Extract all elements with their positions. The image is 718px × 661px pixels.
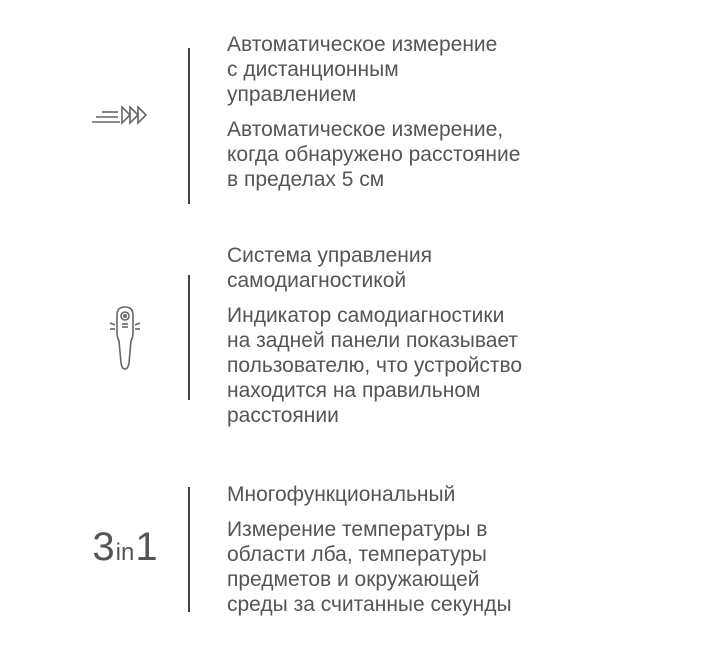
divider [188,275,190,400]
title-line: Многофункциональный [227,483,456,506]
desc-line: на задней панели показывает [227,329,519,352]
title-line: самодиагностикой [227,269,407,292]
feature-self-diagnostics [0,243,718,433]
desc-line: пользователю, что устройство [227,354,523,377]
desc-line: расстоянии [227,404,339,427]
desc-line: в пределах 5 см [227,168,385,191]
divider [188,48,190,204]
feature-text [227,482,697,617]
title-line: с дистанционным [227,58,399,81]
feature-title [227,482,697,507]
three-in-one-icon [80,507,170,587]
forward-arrows-icon [80,90,170,140]
title-line: управлением [227,83,357,106]
feature-description [227,303,697,428]
desc-line: Автоматическое измерение, [227,118,504,141]
thermometer-device-icon [80,298,170,378]
icon-number: 3 [92,524,115,569]
desc-line: среды за считанные секунды [227,593,512,616]
desc-line: Измерение температуры в [227,518,488,541]
divider [188,487,190,612]
desc-line: Индикатор самодиагностики [227,304,505,327]
desc-line: когда обнаружено расстояние [227,143,521,166]
three-in-one-label [92,525,157,570]
title-line: Система управления [227,244,432,267]
desc-line: предметов и окружающей [227,568,480,591]
feature-auto-measurement [0,30,718,200]
feature-text [227,32,697,192]
icon-in-text: in [115,538,135,566]
desc-line: области лба, температуры [227,543,487,566]
desc-line: находится на правильном [227,379,481,402]
feature-title [227,32,697,107]
feature-title [227,243,697,293]
feature-description [227,517,697,617]
icon-number: 1 [135,524,158,569]
feature-description [227,117,697,192]
feature-multifunctional [0,482,718,632]
feature-text [227,243,697,428]
title-line: Автоматическое измерение [227,33,498,56]
